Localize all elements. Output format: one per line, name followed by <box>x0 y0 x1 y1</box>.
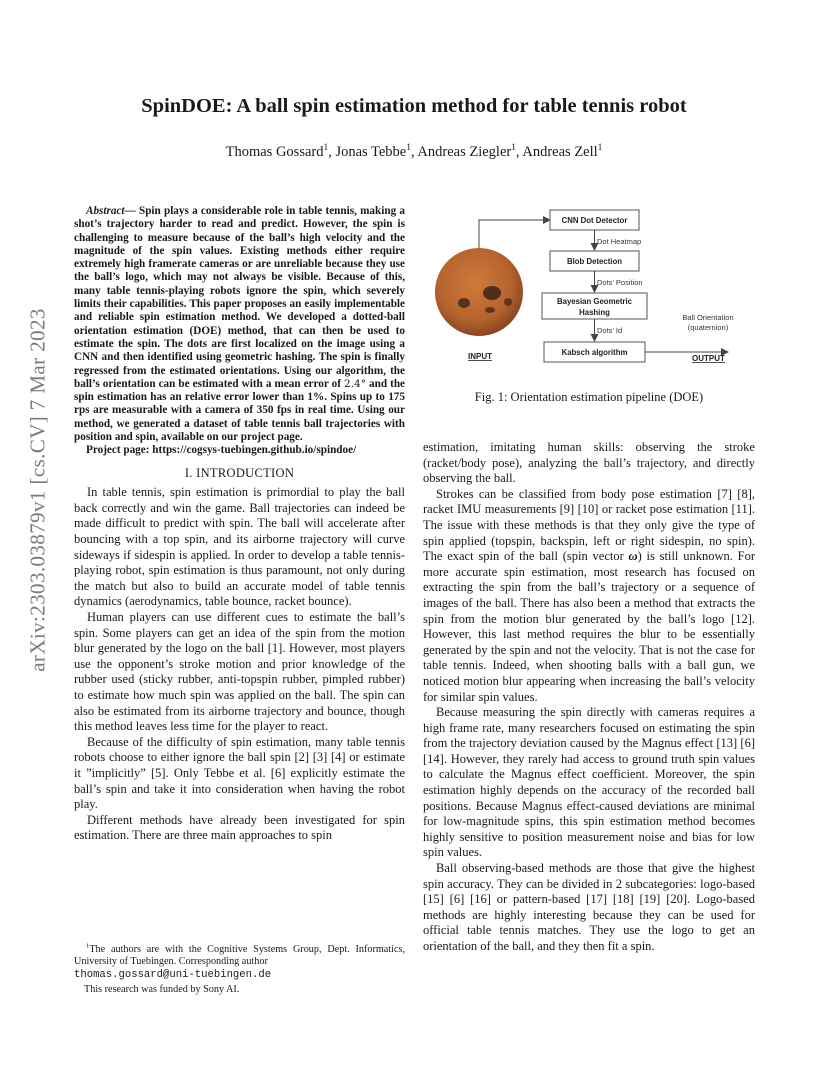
output-note: Ball Orientation <box>682 313 734 322</box>
affiliation-mark: 1 <box>511 143 516 154</box>
funding-note: This research was funded by Sony AI. <box>84 983 240 995</box>
author-email[interactable]: thomas.gossard@uni-tuebingen.de <box>74 968 272 981</box>
output-label: OUTPUT <box>692 354 725 363</box>
body-paragraph: Because measuring the spin directly with cameras requires a high frame rate, many researchers focused on estimating the spin from the trajectory deviation caused by the Magnus effect [13] [6] [14]. However, they rarely had access to ground truth spin values to calculate the Magnus effect coefficient. Moreover, the spin estimation highly depends on the accuracy of the recorded ball positions. Because Magnus effect-caused deviations are minimal for low-magnitude spins, this spin estimation method becomes highly sensitive to position measurement noise and bias for low spin values. <box>423 705 755 860</box>
box-label: CNN Dot Detector <box>561 216 628 225</box>
abstract-math: 2.4° <box>344 377 366 390</box>
author-name: Thomas Gossard <box>225 144 324 160</box>
arxiv-identifier <box>20 290 56 690</box>
body-paragraph: Different methods have already been investigated for spin estimation. There are three main approaches to spin <box>74 812 405 843</box>
author-name: Andreas Ziegler <box>417 144 512 160</box>
body-paragraph: estimation, imitating human skills: observing the stroke (racket/body pose), analyzing the ball’s trajectory, and directly observing the ball. <box>423 440 755 486</box>
edge-label: Dots’ Position <box>597 278 643 287</box>
edge-label: Dots’ Id <box>597 326 623 335</box>
section-heading: I. INTRODUCTION <box>184 465 295 480</box>
abstract-text: — Spin plays a considerable role in table tennis, making a shot’s trajectory harder to read and predict. However, the spin is challenging to measure because of the ball’s high velocity and the magnitude of the spin values. Existing methods either require extremely high framerate cameras or are unreliable because they use the ball’s logo, which may not always be visible. Because of this, many table tennis-playing robots ignore the spin, which severely limits their capabilities. This paper proposes an easily implementable and reliable spin estimation method. We developed a dotted-ball orientation estimation (DOE) method, that can then be used to estimate the spin. The dots are first localized on the image using a CNN and then identified using geometric hashing. The spin is finally regressed from the estimated orientations. Using our algorithm, the ball’s orientation can be estimated with a mean error of <box>74 205 405 390</box>
body-paragraph: In table tennis, spin estimation is primordial to play the ball back correctly and win the game. Ball trajectories can indeed be made difficult to predict with spin. The ball will accelerate after bouncing with a top spin, and its airborne trajectory will curve sideways if sidespin is applied. In order to develop a table tennis-playing robot, spin estimation is thus paramount, not only during the match but also to build an accurate model of table tennis dynamics (aerodynamics, table bounce, racket bounce). <box>74 485 405 609</box>
pipeline-figure <box>430 200 750 370</box>
affiliation-mark: 1 <box>597 143 603 154</box>
paragraph-text: ) is still unknown. For more accurate spin estimation, most research has focused on extracting the spin from the ball’s trajectory or a sequence of images of the ball. There has also been a method that extracts the spin from the motion blur generated by the ball’s logo [12]. However, this last method requires the blur to be essentially generated by the spin and not the velocity. That is not the case for table tennis. Indeed, when shooting balls with a ball gun, we noticed motion blur appearing when increasing the ball’s velocity for similar spin values. <box>423 549 755 704</box>
paper-title: SpinDOE: A ball spin estimation method for table tennis robot <box>141 95 687 117</box>
box-label: Hashing <box>579 308 610 317</box>
body-paragraph: Ball observing-based methods are those that give the highest spin accuracy. They can be divided in 2 subcategories: logo-based [15] [6] [16] or pattern-based [17] [18] [19] [20]. Logo-based methods are highly interesting because they can be used for official table tennis matches. They use the logo to get an orientation of the ball, and they then fit a spin. <box>423 861 755 953</box>
paragraph-text: Strokes can be classified from body pose estimation [7] [8], racket IMU measurements [9] [10] or racket pose estimation [11]. The issue with these methods is that they only give the type of spin applied (topspin, backspin, left or right sidespin, no spin). The exact spin of the ball (spin vector <box>423 486 755 564</box>
box-label: Bayesian Geometric <box>557 297 632 306</box>
author-list: Thomas Gossard$^1$, Jonas Tebbe$^1$, Andreas Ziegler$^1$, Andreas Zell$^1$ <box>225 143 603 160</box>
right-column <box>423 440 755 955</box>
footnote-affiliation <box>74 944 405 969</box>
left-column <box>74 205 405 844</box>
body-paragraph: Human players can use different cues to estimate the ball’s spin. Some players can get an idea of the spin from the motion blur generated by the logo on the ball [1]. However, most players use the opponent’s stroke motion and prior knowledge of the rubber used (sticky rubber, anti-topspin rubber, pimpled rubber) to estimate how much spin was applied on the ball. The spin can also be estimated from its airborne trajectory and bounce, though this method leaves less time for the player to react. <box>74 609 405 734</box>
body-paragraph <box>423 487 755 705</box>
footnote-mark: 1 <box>86 942 90 950</box>
affiliation-mark: 1 <box>406 143 411 154</box>
pipeline-diagram <box>430 200 750 370</box>
abstract-label: Abstract <box>86 205 125 217</box>
footnote <box>74 944 405 996</box>
author-name: Andreas Zell <box>522 144 598 160</box>
box-label: Kabsch algorithm <box>561 348 628 357</box>
input-label: INPUT <box>468 352 492 361</box>
author-name: Jonas Tebbe <box>335 144 407 160</box>
spin-vector-symbol: ω <box>628 549 638 564</box>
figure-caption: Fig. 1: Orientation estimation pipeline (DOE) <box>474 390 704 404</box>
project-page-link[interactable]: Project page: https://cogsys-tuebingen.github.io/spindoe/ <box>86 444 357 457</box>
box-label: Blob Detection <box>566 257 623 266</box>
affiliation-mark: 1 <box>323 143 329 154</box>
body-paragraph: Because of the difficulty of spin estimation, many table tennis robots choose to either ignore the ball spin [2] [3] [4] or estimate it ”implicitly” [5]. Only Tebbe et al. [6] explicitly estimate the ball’s spin and take it into consideration when having the robot play. <box>74 734 405 812</box>
input-ball-image <box>435 248 523 336</box>
output-note: (quaternion) <box>687 323 729 332</box>
footnote-text: The authors are with the Cognitive Systems Group, Dept. Informatics, University of Tuebingen. Corresponding author <box>74 944 405 968</box>
edge-label: Dot Heatmap <box>597 237 642 246</box>
abstract <box>74 205 405 444</box>
abstract-text: and the spin estimation has an relative error lower than 1%. Spins up to 175 rps are measurable with a camera of 350 fps in real time. Using our method, we generated a dataset of table tennis ball trajectories with position and spin, available on our project page. <box>74 377 406 444</box>
arxiv-identifier-text: arXiv:2303.03879v1 [cs.CV] 7 Mar 2023 <box>25 308 50 672</box>
